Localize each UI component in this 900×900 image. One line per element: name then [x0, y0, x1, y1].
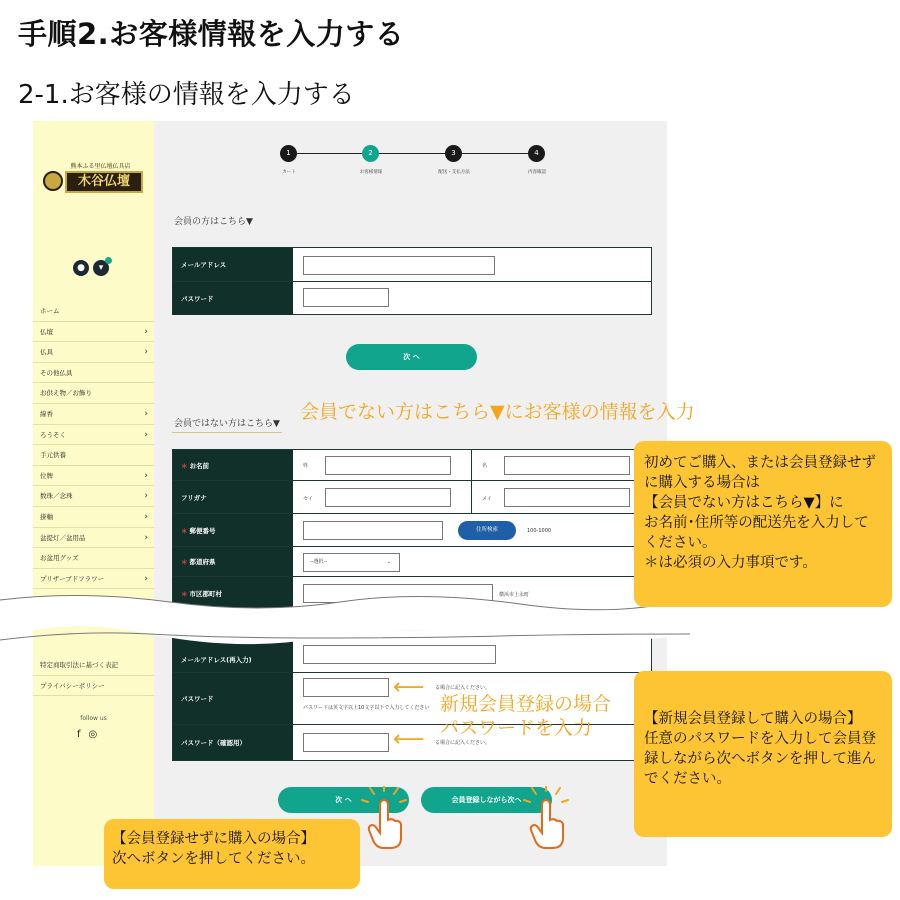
- password-rule: パスワードは英文字以上10文字以下で入力してください: [303, 705, 430, 711]
- page-tear: [0, 590, 690, 660]
- sidebar-item[interactable]: 掛軸 ›: [33, 507, 154, 528]
- required-mark: ＊: [181, 558, 188, 566]
- sidebar-item[interactable]: 仏具 ›: [33, 342, 154, 363]
- screenshot-frame: [33, 121, 667, 866]
- pref-select[interactable]: --選択-- ⌄: [303, 553, 400, 572]
- arrow-left-icon: ⟵: [393, 675, 425, 700]
- required-mark: ＊: [181, 526, 188, 535]
- sidebar-item[interactable]: 数珠／念珠 ›: [33, 486, 154, 507]
- social-links: [77, 729, 97, 740]
- zip-label: ＊ 郵便番号: [173, 514, 293, 546]
- member-password-row: [173, 282, 651, 315]
- checkout-main: [154, 121, 667, 866]
- chevron-right-icon: ›: [144, 429, 148, 440]
- sidebar-item-tokushoho[interactable]: 特定商取引法に基づく表記: [33, 655, 154, 676]
- facebook-icon[interactable]: f: [77, 729, 81, 740]
- sidebar-item[interactable]: 線香 ›: [33, 404, 154, 425]
- mei-label: 名: [482, 463, 488, 469]
- sidebar-item[interactable]: その他仏具: [33, 363, 154, 384]
- sidebar-item[interactable]: 手元供養: [33, 445, 154, 466]
- sei-input[interactable]: [325, 456, 451, 475]
- member-password-label: パスワード: [173, 282, 293, 315]
- cart-badge: [105, 257, 112, 264]
- step-3: 3: [445, 145, 462, 162]
- pref-row: [173, 547, 651, 577]
- callout-register: 【新規会員登録して購入の場合】 任意のパスワードを入力して会員登 録しながら次へボタンを押して進ん でください。: [634, 671, 892, 837]
- site-logo[interactable]: [43, 161, 144, 197]
- sidebar-item[interactable]: ホーム: [33, 301, 154, 322]
- mei-kana-input[interactable]: [504, 488, 630, 507]
- city-hint: 横浜市上永町: [499, 592, 530, 598]
- city-label: ＊ 市区郡町村: [173, 577, 293, 610]
- chevron-right-icon: ›: [144, 573, 148, 584]
- kana-divider: [471, 481, 472, 513]
- member-email-label: メールアドレス: [173, 248, 293, 281]
- member-section-title: 会員の方はこちら▼: [174, 217, 253, 227]
- kana-label: フリガナ: [173, 481, 293, 513]
- sidebar-item[interactable]: 盆提灯／盆用品 ›: [33, 528, 154, 549]
- sei-kana-label: セイ: [303, 496, 313, 502]
- step-3-label: 配送・支払方法: [438, 170, 470, 175]
- password-confirm-label: パスワード（確認用）: [173, 725, 293, 760]
- sei-label: 姓: [303, 463, 309, 469]
- password-note: る場合に記入ください。: [435, 685, 491, 691]
- guest-title-underline: [172, 432, 282, 433]
- member-password-input[interactable]: [303, 288, 389, 307]
- checkout-steps: [264, 145, 544, 185]
- follow-us-label: follow us: [80, 715, 107, 722]
- name-divider: [471, 450, 472, 480]
- sidebar-nav: [33, 301, 154, 610]
- chevron-right-icon: ›: [144, 491, 148, 502]
- member-email-input[interactable]: [303, 256, 495, 275]
- password-confirm-input[interactable]: [303, 733, 389, 752]
- sidebar-item[interactable]: お盆用グッズ: [33, 548, 154, 569]
- callout-no-register: 【会員登録せずに購入の場合】 次へボタンを押してください。: [104, 819, 360, 889]
- chevron-right-icon: ›: [144, 408, 148, 419]
- name-label: ＊ お名前: [173, 450, 293, 480]
- password-confirm-note: る場合に記入ください。: [435, 740, 491, 746]
- pointer-hand-icon: [360, 786, 412, 852]
- chevron-right-icon: ›: [144, 326, 148, 337]
- sidebar-item[interactable]: お供え物／お飾り: [33, 383, 154, 404]
- required-mark: ＊: [181, 590, 188, 598]
- mei-kana-label: メイ: [482, 496, 492, 502]
- zip-row: [173, 514, 651, 547]
- pointer-hand-icon: [522, 786, 574, 852]
- sidebar-item[interactable]: 仏壇 ›: [33, 322, 154, 343]
- sidebar-footer-nav: [33, 655, 154, 696]
- new-member-annotation-2: パスワードを入力: [440, 717, 593, 739]
- password-label: パスワード: [173, 673, 293, 724]
- guest-next-button[interactable]: 次 へ: [278, 787, 409, 813]
- chevron-down-icon: ⌄: [386, 559, 391, 565]
- chevron-right-icon: ›: [144, 470, 148, 481]
- register-next-button[interactable]: 会員登録しながら次へ: [421, 787, 552, 813]
- name-row: [173, 450, 651, 481]
- guest-section-title: 会員ではない方はこちら▼: [174, 419, 280, 429]
- page-title: 手順2.お客様情報を入力する: [18, 17, 405, 51]
- instagram-icon[interactable]: ◎: [88, 729, 98, 740]
- chevron-right-icon: ›: [144, 511, 148, 522]
- member-email-row: [173, 248, 651, 282]
- chevron-right-icon: ›: [144, 532, 148, 543]
- arrow-left-icon: ⟵: [393, 727, 425, 752]
- sidebar-item[interactable]: ろうそく ›: [33, 425, 154, 446]
- step-2: 2: [362, 145, 379, 162]
- mei-input[interactable]: [504, 456, 630, 475]
- logo-name: 木谷仏壇: [65, 171, 143, 193]
- zip-input[interactable]: [303, 521, 443, 540]
- password-input[interactable]: [303, 678, 389, 697]
- logo-tagline: 熊本ふる里仏壇仏具店: [70, 163, 131, 170]
- callout-guest: 初めてご購入、または会員登録せず に購入する場合は 【会員でない方はこちら▼】に お名前･住所等の配送先を入力して ください。 ＊は必須の入力事項です。: [634, 441, 892, 607]
- sidebar-item-privacy[interactable]: プライバシーポリシー: [33, 676, 154, 697]
- account-icons: [73, 260, 109, 276]
- member-login-form: [172, 247, 652, 315]
- step-1: 1: [280, 145, 297, 162]
- kana-row: [173, 481, 651, 514]
- step-4-label: 内容確認: [528, 170, 546, 175]
- guest-heading-annotation: 会員でない方はこちら▼にお客様の情報を入力: [300, 401, 695, 423]
- member-next-button[interactable]: 次 へ: [346, 344, 477, 370]
- steps-line: [280, 153, 530, 154]
- step-4: 4: [528, 145, 545, 162]
- new-member-annotation-1: 新規会員登録の場合: [440, 693, 612, 715]
- zip-hint: 100-1000: [527, 528, 552, 534]
- sidebar-item[interactable]: 位牌 ›: [33, 466, 154, 487]
- email-confirm-label: メールアドレス(再入力): [173, 631, 293, 672]
- crest-icon: [43, 171, 63, 191]
- user-icon[interactable]: ●: [73, 260, 89, 276]
- guest-form-top: [172, 449, 652, 609]
- sidebar: [33, 121, 154, 866]
- required-mark: ＊: [181, 461, 188, 470]
- step-1-label: カート: [282, 170, 296, 175]
- cart-icon[interactable]: ▾: [93, 260, 109, 276]
- sidebar-item[interactable]: プリザーブドフラワー ›: [33, 569, 154, 590]
- chevron-right-icon: ›: [144, 347, 148, 358]
- page-subtitle: 2-1.お客様の情報を入力する: [18, 80, 355, 110]
- zip-search-button[interactable]: 住所検索: [458, 521, 516, 540]
- step-2-label: お客様情報: [359, 170, 383, 175]
- sei-kana-input[interactable]: [325, 488, 451, 507]
- pref-label: ＊ 都道府県: [173, 547, 293, 576]
